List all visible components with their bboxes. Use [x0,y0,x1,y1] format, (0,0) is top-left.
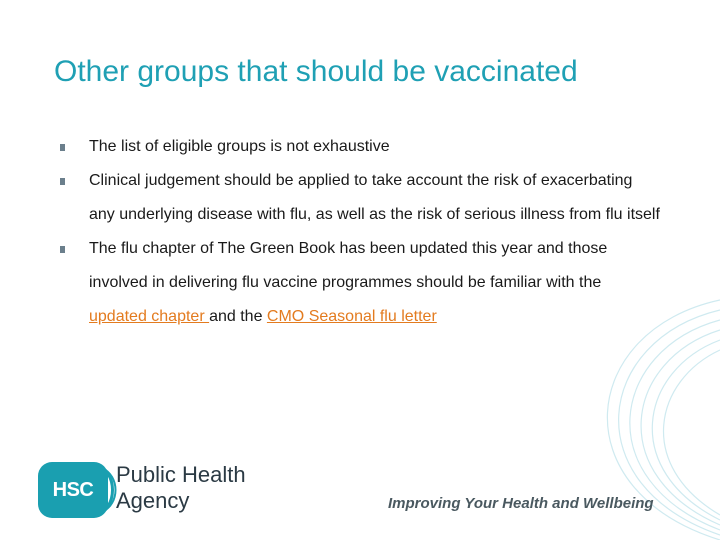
bullet-marker-icon [60,144,65,151]
bullet-marker-icon [60,178,65,185]
bullet-text: The list of eligible groups is not exhaustive [89,138,390,155]
agency-line-2: Agency [116,488,190,513]
bullet-text: The flu chapter of The Green Book has been updated this year and those involved in delivering flu vaccine programmes should be familiar with the [89,240,608,291]
tagline: Improving Your Health and Wellbeing [388,495,654,512]
logo-wave-icon [38,462,128,518]
bullet-marker-icon [60,246,65,253]
agency-name [116,462,246,514]
bullet-text: Clinical judgement should be applied to take account the risk of exacerbating any underlying disease with flu, as well as the risk of serious illness from flu itself [89,172,660,223]
hsc-logo [38,462,278,518]
bullet-item [60,164,660,232]
bullet-text: and the [209,308,267,325]
updated-chapter-link[interactable]: updated chapter [89,308,210,325]
agency-line-1: Public Health [116,462,246,487]
slide-title: Other groups that should be vaccinated [54,55,578,88]
hsc-logo-mark: HSC [38,462,108,518]
cmo-seasonal-flu-letter-link[interactable]: CMO Seasonal flu letter [266,308,437,325]
bullet-item [60,130,660,164]
